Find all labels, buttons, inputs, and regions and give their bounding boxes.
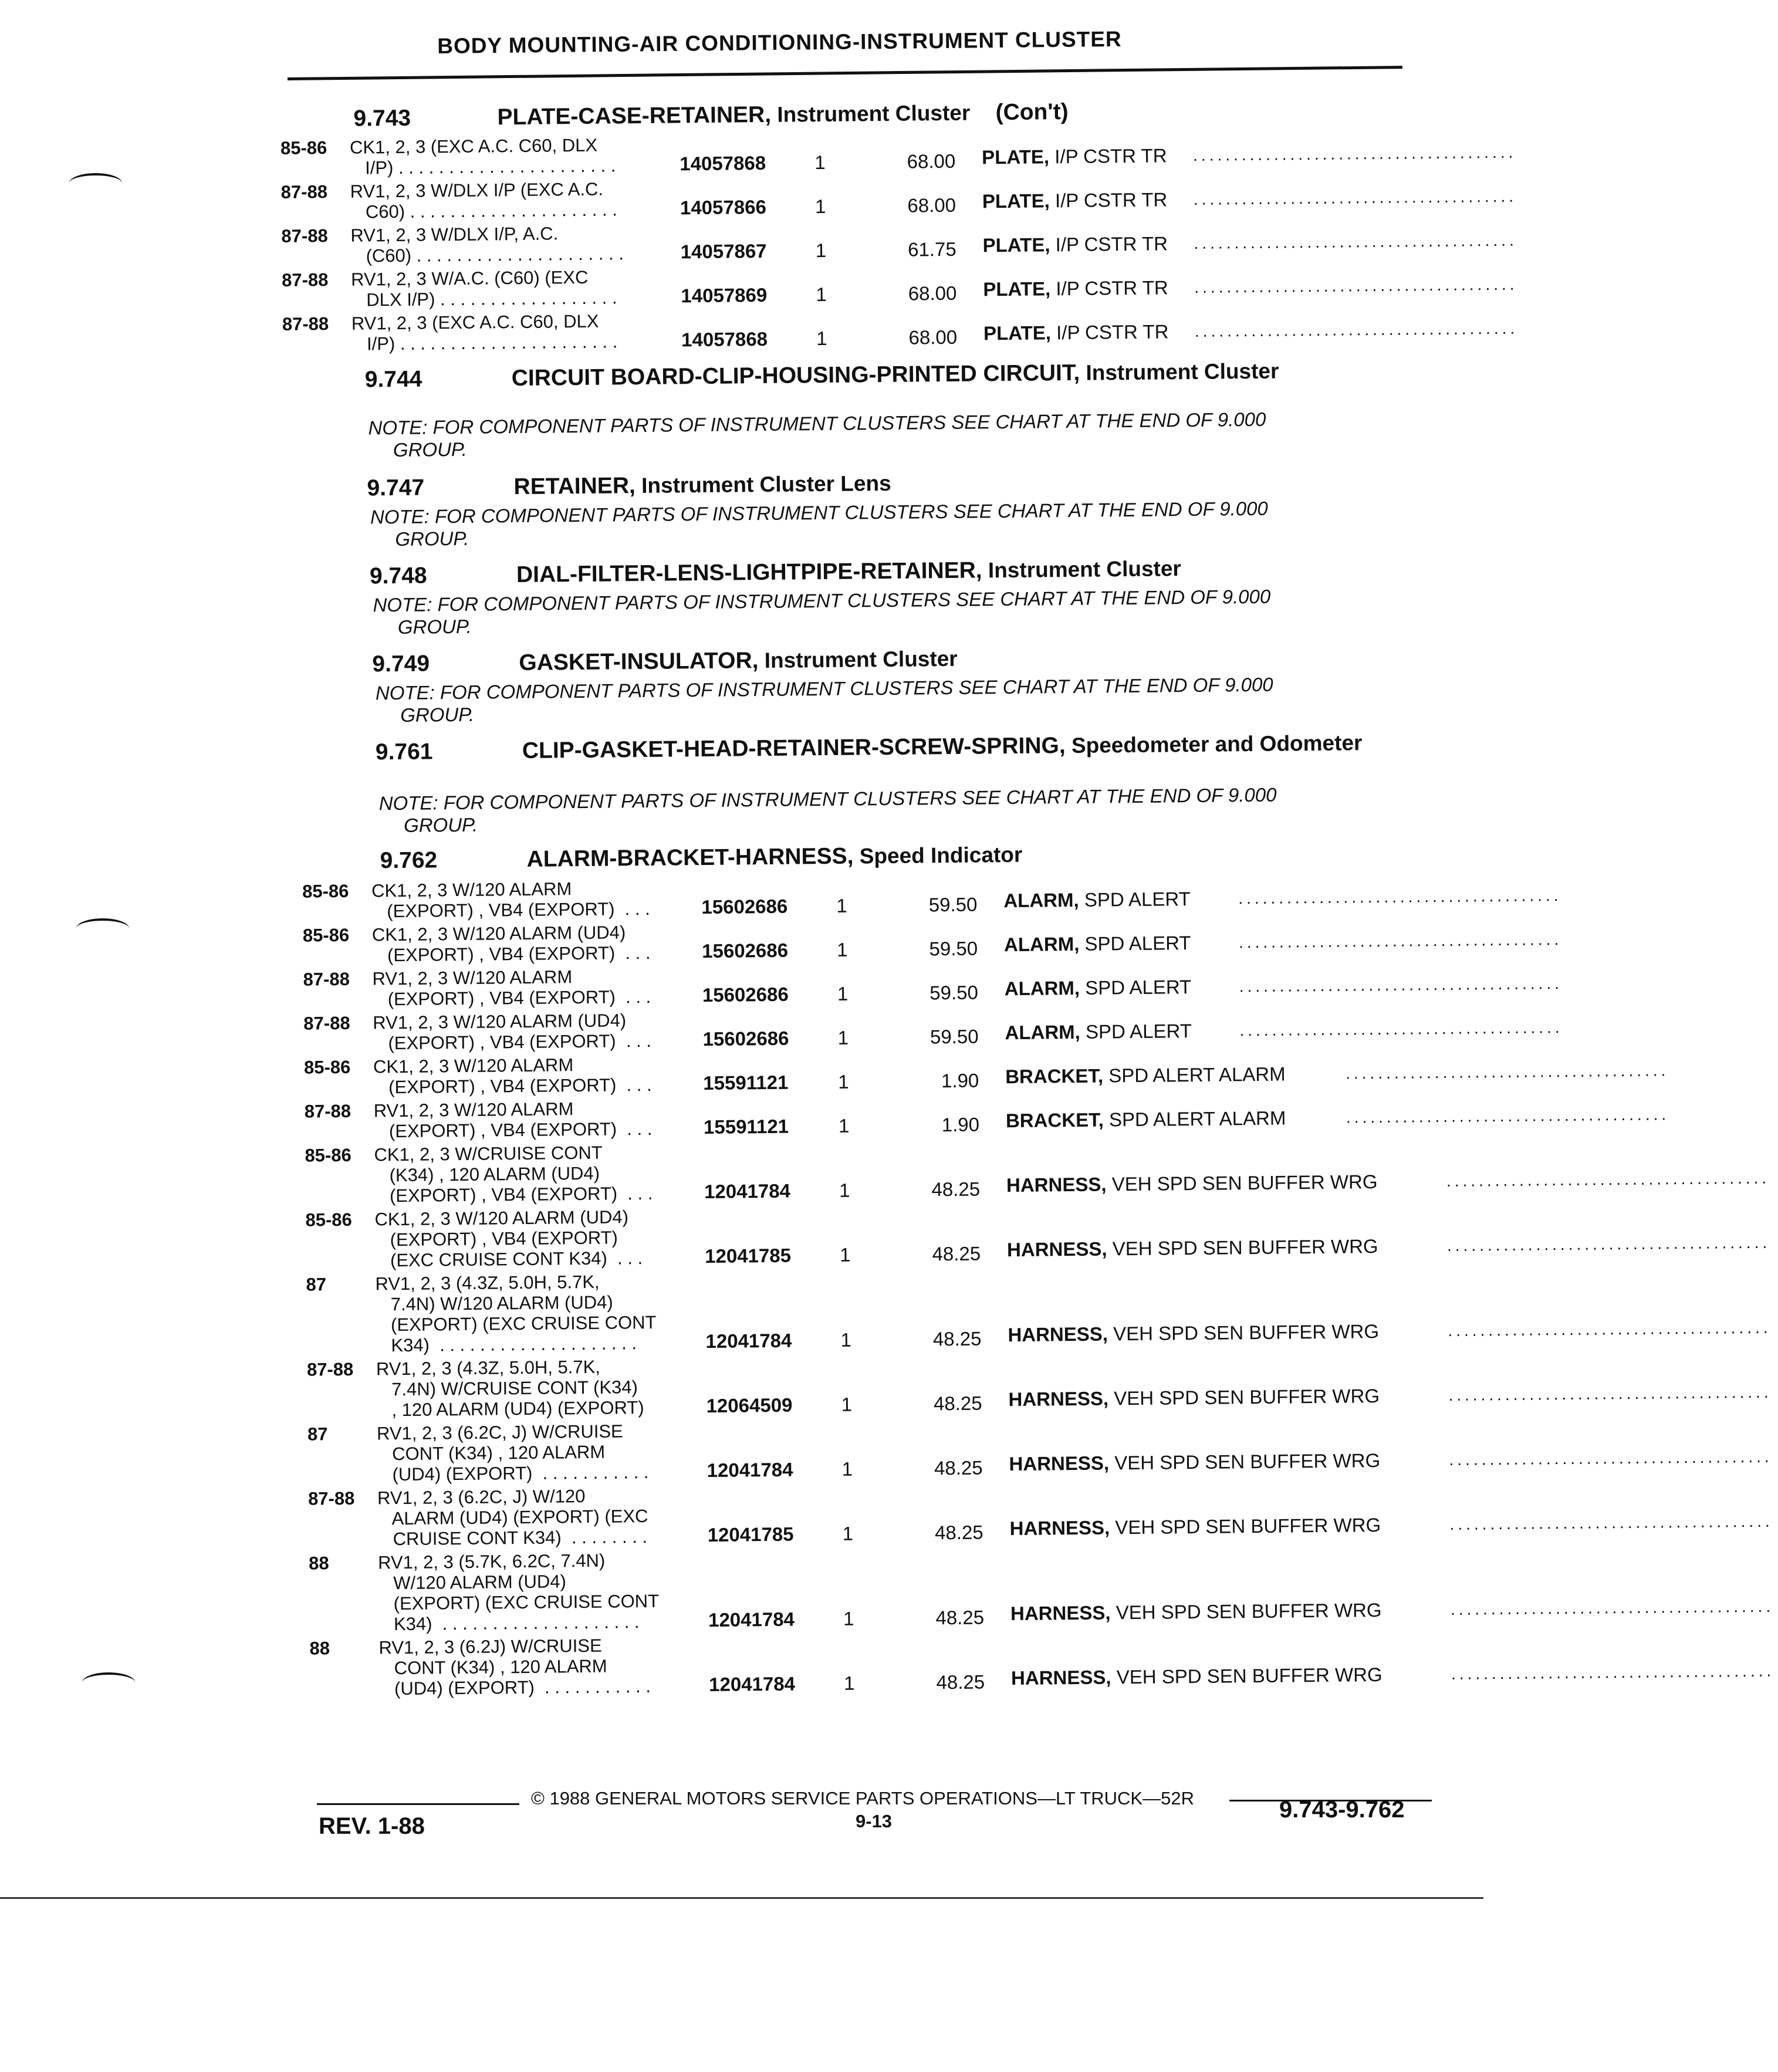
- parts-row: [305, 1134, 1770, 1207]
- part-number: 14057868: [681, 327, 768, 351]
- part-number: 12041785: [704, 1244, 792, 1267]
- description-detail: SPD ALERT: [1079, 932, 1191, 955]
- description-detail: VEH SPD SEN BUFFER WRG: [1106, 1171, 1378, 1195]
- description-detail: I/P CSTR TR: [1050, 276, 1168, 300]
- part-number: 15602686: [701, 895, 788, 918]
- parts-row: [303, 958, 1563, 1010]
- description-noun: HARNESS,: [1010, 1601, 1111, 1625]
- application: RV1, 2, 3 W/DLX I/P (EXC A.C. C60) . . . . . . . . . . . . . . . . . . . . .: [350, 178, 617, 222]
- price: 68.00: [907, 150, 956, 173]
- description: [1010, 1600, 1382, 1624]
- description: [1007, 1236, 1378, 1260]
- part-number: 12041785: [707, 1523, 794, 1546]
- quantity: 1: [841, 1458, 853, 1480]
- model-years: 85-86: [302, 880, 349, 902]
- leader-dots: ........................................: [1194, 275, 1518, 296]
- model-years: 88: [309, 1638, 330, 1659]
- description-detail: SPD ALERT: [1079, 888, 1191, 911]
- model-years: 87-88: [281, 225, 328, 246]
- quantity: 1: [837, 982, 849, 1005]
- parts-row: [304, 1090, 1670, 1143]
- parts-row: [302, 870, 1562, 922]
- section-title: GASKET-INSULATOR,: [519, 648, 759, 676]
- section-subtitle: Speedometer and Odometer: [1065, 731, 1363, 758]
- section-number: 9.743: [353, 105, 411, 131]
- parts-row: [281, 259, 1518, 311]
- description-noun: PLATE,: [982, 234, 1050, 256]
- description: [1008, 1321, 1379, 1345]
- description: [983, 321, 1169, 343]
- description: [1003, 888, 1191, 911]
- description-detail: VEH SPD SEN BUFFER WRG: [1109, 1513, 1381, 1539]
- part-number: 12041784: [708, 1672, 796, 1695]
- section-subtitle: Speed Indicator: [853, 842, 1023, 868]
- leader-dots: ........................................: [1193, 187, 1517, 208]
- part-number: 15591121: [703, 1115, 789, 1138]
- parts-row: [306, 1348, 1772, 1421]
- quantity: 1: [816, 327, 827, 350]
- part-number: 14057868: [680, 151, 766, 175]
- description-noun: ALARM,: [1003, 932, 1080, 956]
- quantity: 1: [840, 1329, 852, 1351]
- part-number: 15602686: [702, 983, 789, 1006]
- bottom-edge-rule: [0, 1897, 1483, 1899]
- quantity: 1: [841, 1393, 853, 1415]
- description-noun: ALARM,: [1003, 888, 1079, 912]
- section-title: CIRCUIT BOARD-CLIP-HOUSING-PRINTED CIRCUIT,: [511, 360, 1080, 391]
- description-detail: VEH SPD SEN BUFFER WRG: [1108, 1384, 1380, 1409]
- quantity: 1: [842, 1522, 854, 1544]
- section-subtitle: Instrument Cluster Lens: [635, 471, 891, 498]
- component-note: NOTE: FOR COMPONENT PARTS OF INSTRUMENT CLUSTERS SEE CHART AT THE END OF 9.000 GROUP.: [373, 585, 1271, 638]
- parts-row: [303, 1046, 1669, 1098]
- description: [1006, 1171, 1378, 1195]
- component-note: NOTE: FOR COMPONENT PARTS OF INSTRUMENT CLUSTERS SEE CHART AT THE END OF 9.000 GROUP.: [368, 408, 1266, 461]
- application: RV1, 2, 3 (EXC A.C. C60, DLX I/P) . . . . . . . . . . . . . . . . . . . . . .: [351, 310, 618, 354]
- quantity: 1: [814, 195, 826, 218]
- component-note: NOTE: FOR COMPONENT PARTS OF INSTRUMENT CLUSTERS SEE CHART AT THE END OF 9.000 GROUP.: [375, 673, 1273, 726]
- description-detail: VEH SPD SEN BUFFER WRG: [1108, 1449, 1381, 1474]
- description-detail: SPD ALERT ALARM: [1103, 1107, 1286, 1131]
- application: RV1, 2, 3 (6.2J) W/CRUISE CONT (K34) , 120 ALARM (UD4) (EXPORT) . . . . . . . . . . .: [378, 1635, 651, 1699]
- section-title: PLATE-CASE-RETAINER,: [497, 102, 772, 130]
- description-noun: PLATE,: [982, 146, 1050, 168]
- description-detail: I/P CSTR TR: [1049, 188, 1168, 212]
- description-detail: SPD ALERT: [1079, 976, 1192, 999]
- leader-dots: ........................................: [1446, 1168, 1770, 1190]
- part-number: 14057866: [680, 195, 766, 219]
- price: 48.25: [933, 1392, 982, 1415]
- description-detail: I/P CSTR TR: [1049, 144, 1167, 168]
- component-note: NOTE: FOR COMPONENT PARTS OF INSTRUMENT CLUSTERS SEE CHART AT THE END OF 9.000 GROUP.: [370, 497, 1268, 550]
- leader-dots: ........................................: [1450, 1597, 1774, 1618]
- quantity: 1: [836, 938, 848, 961]
- section-title: ALARM-BRACKET-HARNESS,: [526, 843, 854, 872]
- leader-dots: ........................................: [1238, 929, 1563, 952]
- application: RV1, 2, 3 (6.2C, J) W/CRUISE CONT (K34) , 120 ALARM (UD4) (EXPORT) . . . . . . . . . . .: [376, 1421, 649, 1485]
- application: RV1, 2, 3 W/120 ALARM (UD4) (EXPORT) , VB4 (EXPORT) . . .: [373, 1010, 652, 1054]
- description-detail: SPD ALERT: [1080, 1020, 1192, 1043]
- section-title: CLIP-GASKET-HEAD-RETAINER-SCREW-SPRING,: [522, 733, 1066, 763]
- application: RV1, 2, 3 W/120 ALARM (EXPORT) , VB4 (EXPORT) . . .: [373, 1098, 653, 1142]
- price: 1.90: [941, 1069, 979, 1092]
- price: 59.50: [929, 1025, 979, 1048]
- section-title: DIAL-FILTER-LENS-LIGHTPIPE-RETAINER,: [516, 557, 982, 588]
- description-detail: VEH SPD SEN BUFFER WRG: [1111, 1663, 1382, 1688]
- parts-row: [303, 1002, 1563, 1054]
- parts-row: [307, 1478, 1773, 1550]
- leader-dots: ........................................: [1346, 1105, 1670, 1127]
- footer-revision: REV. 1-88: [319, 1813, 425, 1839]
- description-detail: VEH SPD SEN BUFFER WRG: [1107, 1320, 1380, 1345]
- description-noun: HARNESS,: [1009, 1452, 1110, 1475]
- section-subtitle: Instrument Cluster: [982, 556, 1182, 583]
- application: RV1, 2, 3 (5.7K, 6.2C, 7.4N) W/120 ALARM (UD4) (EXPORT) (EXC CRUISE CONT K34) . . . . . . . . . . . . . . . . . . . .: [377, 1550, 660, 1635]
- price: 68.00: [907, 194, 956, 217]
- section-number: 9.744: [364, 366, 422, 393]
- model-years: 87-88: [304, 1100, 351, 1122]
- description-noun: PLATE,: [983, 278, 1051, 300]
- price: 48.25: [932, 1242, 981, 1265]
- description: [982, 233, 1168, 255]
- quantity: 1: [836, 894, 847, 917]
- description: [983, 277, 1168, 299]
- description: [1011, 1664, 1382, 1688]
- application: RV1, 2, 3 (4.3Z, 5.0H, 5.7K, 7.4N) W/120 ALARM (UD4) (EXPORT) (EXC CRUISE CONT K34) . . . . . . . . . . . . . . . . . . . .: [375, 1271, 657, 1356]
- description: [1009, 1515, 1381, 1539]
- parts-row: [308, 1542, 1774, 1635]
- parts-row: [280, 171, 1517, 223]
- part-number: 15591121: [703, 1071, 789, 1094]
- price: 48.25: [936, 1671, 985, 1694]
- footer-rule: [317, 1803, 519, 1805]
- section-number: 9.748: [369, 563, 427, 589]
- price: 1.90: [941, 1113, 980, 1136]
- parts-row: [306, 1263, 1772, 1357]
- leader-dots: ........................................: [1238, 885, 1562, 908]
- description-detail: SPD ALERT ALARM: [1103, 1063, 1286, 1087]
- application: CK1, 2, 3 W/120 ALARM (EXPORT) , VB4 (EXPORT) . . .: [371, 878, 650, 922]
- leader-dots: ........................................: [1239, 974, 1563, 996]
- description-noun: BRACKET,: [1005, 1108, 1104, 1132]
- leader-dots: ........................................: [1194, 319, 1519, 340]
- part-number: 12064509: [706, 1394, 793, 1417]
- section-number: 9.761: [375, 739, 433, 765]
- application: CK1, 2, 3 W/120 ALARM (EXPORT) , VB4 (EXPORT) . . .: [373, 1054, 652, 1098]
- model-years: 87-88: [306, 1358, 354, 1380]
- description-noun: HARNESS,: [1006, 1238, 1107, 1261]
- description: [1006, 1108, 1286, 1131]
- model-years: 85-86: [305, 1144, 351, 1166]
- quantity: 1: [814, 151, 826, 174]
- leader-dots: ........................................: [1194, 231, 1517, 252]
- description-detail: I/P CSTR TR: [1050, 232, 1168, 256]
- model-years: 85-86: [305, 1209, 352, 1231]
- quantity: 1: [816, 283, 827, 306]
- model-years: 87-88: [280, 181, 328, 202]
- description-noun: BRACKET,: [1005, 1064, 1104, 1088]
- description-noun: HARNESS,: [1006, 1173, 1107, 1196]
- model-years: 87-88: [303, 1012, 350, 1034]
- price: 48.25: [932, 1327, 982, 1350]
- section-subtitle: Instrument Cluster: [1080, 359, 1279, 385]
- application: RV1, 2, 3 W/A.C. (C60) (EXC DLX I/P) . . . . . . . . . . . . . . . . . .: [350, 266, 617, 310]
- section-subtitle: Instrument Cluster: [770, 100, 971, 127]
- parts-row: [282, 303, 1519, 355]
- leader-dots: ........................................: [1346, 1061, 1669, 1083]
- part-number: 14057867: [680, 239, 767, 263]
- part-number: 15602686: [701, 939, 789, 962]
- parts-row: [302, 914, 1563, 966]
- part-number: 12041784: [708, 1608, 795, 1631]
- description-noun: HARNESS,: [1008, 1387, 1109, 1411]
- leader-dots: ........................................: [1446, 1233, 1771, 1255]
- price: 48.25: [934, 1521, 983, 1544]
- footer-section-range: 9.743-9.762: [1279, 1797, 1405, 1823]
- footer-page-number: 9-13: [856, 1811, 893, 1831]
- part-number: 12041784: [707, 1458, 793, 1482]
- model-years: 87-88: [282, 313, 329, 334]
- application: RV1, 2, 3 W/120 ALARM (EXPORT) , VB4 (EXPORT) . . .: [372, 966, 651, 1010]
- quantity: 1: [838, 1114, 850, 1137]
- price: 48.25: [934, 1456, 983, 1479]
- price: 61.75: [907, 238, 956, 261]
- description-noun: PLATE,: [983, 322, 1052, 344]
- leader-dots: ........................................: [1451, 1661, 1775, 1683]
- model-years: 88: [308, 1553, 329, 1574]
- component-note: NOTE: FOR COMPONENT PARTS OF INSTRUMENT CLUSTERS SEE CHART AT THE END OF 9.000 GROUP.: [378, 783, 1277, 836]
- section-number: 9.749: [372, 651, 430, 677]
- price: 59.50: [928, 893, 978, 916]
- parts-row: [309, 1627, 1775, 1700]
- parts-row: [307, 1413, 1773, 1486]
- description-detail: VEH SPD SEN BUFFER WRG: [1107, 1235, 1378, 1260]
- section-subtitle: Instrument Cluster: [758, 646, 958, 673]
- application: CK1, 2, 3 W/CRUISE CONT (K34) , 120 ALARM (UD4) (EXPORT) , VB4 (EXPORT) . . .: [374, 1142, 653, 1206]
- part-number: 15602686: [702, 1027, 789, 1050]
- description: [1005, 1020, 1192, 1043]
- application: RV1, 2, 3 (6.2C, J) W/120 ALARM (UD4) (EXPORT) (EXC CRUISE CONT K34) . . . . . . . .: [377, 1485, 648, 1550]
- section-number: 9.762: [380, 847, 438, 874]
- description-noun: ALARM,: [1004, 976, 1080, 1000]
- leader-dots: ........................................: [1449, 1447, 1773, 1469]
- price: 48.25: [931, 1178, 981, 1201]
- model-years: 87: [307, 1424, 328, 1445]
- quantity: 1: [843, 1607, 854, 1630]
- quantity: 1: [839, 1243, 851, 1266]
- model-years: 87-88: [303, 968, 350, 990]
- continued-label: (Con't): [995, 99, 1069, 126]
- leader-dots: ........................................: [1193, 143, 1517, 164]
- price: 59.50: [929, 981, 979, 1004]
- description-noun: ALARM,: [1005, 1020, 1080, 1044]
- quantity: 1: [815, 239, 827, 262]
- model-years: 85-86: [302, 924, 350, 946]
- application: CK1, 2, 3 (EXC A.C. C60, DLX I/P) . . . . . . . . . . . . . . . . . . . . . .: [349, 134, 616, 178]
- quantity: 1: [839, 1179, 850, 1201]
- leader-dots: ........................................: [1239, 1018, 1563, 1040]
- part-number: 14057869: [681, 283, 768, 307]
- footer-copyright: © 1988 GENERAL MOTORS SERVICE PARTS OPERATIONS—LT TRUCK—52R: [531, 1788, 1194, 1809]
- model-years: 85-86: [303, 1056, 351, 1078]
- page-header-title: BODY MOUNTING-AIR CONDITIONING-INSTRUMENT CLUSTER: [437, 26, 1122, 58]
- description: [1004, 932, 1191, 955]
- description-detail: VEH SPD SEN BUFFER WRG: [1110, 1598, 1382, 1624]
- model-years: 87: [306, 1274, 327, 1295]
- description: [982, 189, 1168, 211]
- leader-dots: ........................................: [1449, 1512, 1773, 1533]
- application: RV1, 2, 3 W/DLX I/P, A.C. (C60) . . . . . . . . . . . . . . . . . . . . .: [350, 223, 624, 266]
- application: CK1, 2, 3 W/120 ALARM (UD4) (EXPORT) , VB4 (EXPORT) (EXC CRUISE CONT K34) . . .: [374, 1206, 643, 1271]
- parts-row: [280, 127, 1517, 179]
- application: RV1, 2, 3 (4.3Z, 5.0H, 5.7K, 7.4N) W/CRUISE CONT (K34) , 120 ALARM (UD4) (EXPORT): [376, 1356, 644, 1421]
- description: [1005, 976, 1192, 999]
- description: [982, 145, 1167, 167]
- description: [1009, 1450, 1380, 1474]
- part-number: 12041784: [704, 1179, 791, 1203]
- price: 68.00: [908, 326, 958, 349]
- description-noun: PLATE,: [982, 190, 1050, 212]
- description-noun: HARNESS,: [1008, 1323, 1108, 1346]
- part-number: 12041784: [705, 1329, 792, 1353]
- model-years: 87-88: [307, 1488, 355, 1509]
- description: [1008, 1385, 1380, 1409]
- quantity: 1: [843, 1672, 855, 1694]
- price: 59.50: [929, 937, 978, 960]
- description-noun: HARNESS,: [1009, 1516, 1110, 1540]
- description: [1005, 1064, 1286, 1087]
- quantity: 1: [838, 1070, 849, 1093]
- section-title: RETAINER,: [513, 473, 636, 500]
- leader-dots: ........................................: [1448, 1383, 1772, 1404]
- quantity: 1: [837, 1026, 849, 1049]
- section-number: 9.747: [367, 475, 425, 501]
- model-years: 85-86: [280, 137, 327, 158]
- parts-row: [305, 1199, 1771, 1272]
- price: 68.00: [908, 282, 957, 305]
- leader-dots: ........................................: [1448, 1318, 1772, 1340]
- description-noun: HARNESS,: [1010, 1666, 1111, 1689]
- application: CK1, 2, 3 W/120 ALARM (UD4) (EXPORT) , VB4 (EXPORT) . . .: [371, 922, 651, 966]
- price: 48.25: [935, 1606, 985, 1629]
- description-detail: I/P CSTR TR: [1050, 320, 1169, 344]
- model-years: 87-88: [281, 269, 329, 290]
- parts-row: [281, 215, 1517, 267]
